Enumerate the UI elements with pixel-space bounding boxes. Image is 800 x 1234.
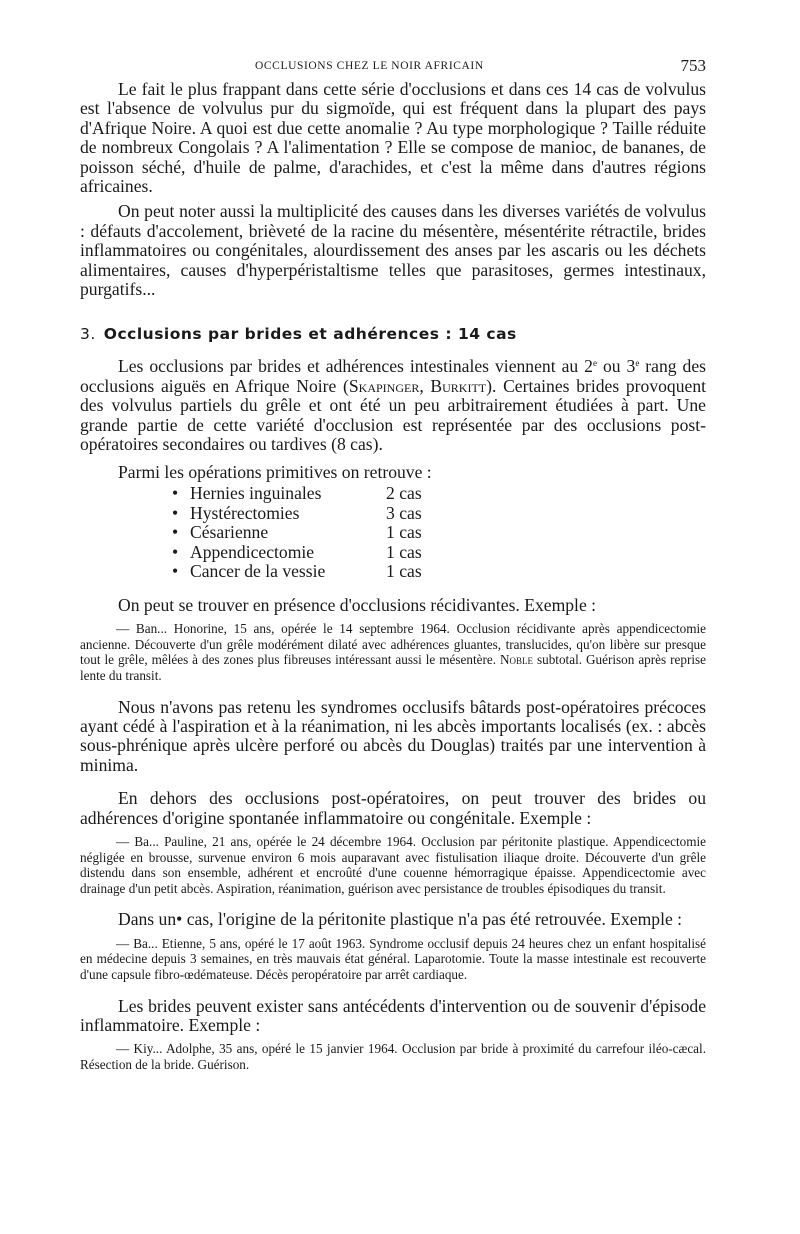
bullet-icon: • xyxy=(172,482,179,503)
paragraph-volvulus-causes: On peut noter aussi la multiplicité des causes dans les diverses variétés de volvulus : défauts d'accolement, brièveté de la racine du mésentère, mésentérite rétractile, brides inflammatoires ou congénitales, alourdissement des anses par les ascaris ou les déchets alimentaires, causes d'hyperpéristaltisme telles que parasitoses, germes intestinaux, purgatifs... xyxy=(80,201,706,300)
paragraph-spontaneous-brides: En dehors des occlusions post-opératoires, on peut trouver des brides ou adhérences d'origine spontanée inflammatoire ou congénitale. Exemple : xyxy=(80,788,706,828)
section-heading xyxy=(80,325,706,343)
bullet-icon: • xyxy=(172,522,179,543)
case-report-adolphe: — Kiy... Adolphe, 35 ans, opéré le 15 janvier 1964. Occlusion par bride à proximité du carrefour iléo-cæcal. Résection de la bride. Guérison. xyxy=(80,1041,706,1073)
author-burkitt: Burkitt xyxy=(430,375,487,396)
section-number: 3. xyxy=(80,325,96,344)
bullet-icon: • xyxy=(172,502,179,523)
running-title: OCCLUSIONS CHEZ LE NOIR AFRICAIN xyxy=(255,60,484,72)
list-item: • Cancer de la vessie 1 cas xyxy=(172,561,422,582)
page-header xyxy=(80,52,706,80)
paragraph-sigmoid-anomaly: Le fait le plus frappant dans cette série d'occlusions et dans ces 14 cas de volvulus est l'absence de volvulus pur du sigmoïde, qui est fréquent dans la plupart des pays d'Afrique Noire. A quoi est due cette anomalie ? Au type morphologique ? Taille réduite de nombreux Congolais ? A l'alimentation ? Elle se compose de manioc, de bananes, de poisson séché, d'huile de palme, d'arachides, et c'est la même dans d'autres régions africaines. xyxy=(80,79,706,197)
paragraph-unknown-origin: Dans un• cas, l'origine de la péritonite plastique n'a pas été retrouvée. Exemple : xyxy=(118,909,683,930)
case-report-honorine: — Ban... Honorine, 15 ans, opérée le 14 septembre 1964. Occlusion récidivante après appendicectomie ancienne. Découverte d'un grêle modérément dilaté avec adhérences gluantes, translucides, qu'on libère sur presque tout le grêle, mêlées à des zones plus fibreuses intéressant aussi le mésentère. Noble subtotal. Guérison après reprise lente du transit. xyxy=(80,621,706,684)
bullet-icon: • xyxy=(172,561,179,582)
author-skapinger: Skapinger xyxy=(348,375,420,396)
case-report-pauline: — Ba... Pauline, 21 ans, opérée le 24 décembre 1964. Occlusion par péritonite plastique. Appendicectomie négligée en brousse, survenue environ 6 mois auparavant avec fistulisation iliaque droite. Découverte d'un grêle distendu dans son ensemble, adhérent et encroûté d'une couenne hémorragique épaisse. Appendicectomie avec drainage d'un petit abcès. Aspiration, réanimation, guérison avec persistance de troubles épisodiques du transit. xyxy=(80,834,706,896)
paragraph-recurrent: On peut se trouver en présence d'occlusions récidivantes. Exemple : xyxy=(118,594,597,615)
section-title: Occlusions par brides et adhérences : 14 cas xyxy=(103,325,517,344)
list-item: • Césarienne 1 cas xyxy=(172,522,422,543)
page-number: 753 xyxy=(680,56,706,75)
operations-intro: Parmi les opérations primitives on retrouve : xyxy=(118,461,432,482)
list-item: • Appendicectomie 1 cas xyxy=(172,541,422,562)
operations-list xyxy=(80,484,706,582)
list-item: • Hernies inguinales 2 cas xyxy=(172,482,422,503)
list-item: • Hystérectomies 3 cas xyxy=(172,502,422,523)
bullet-icon: • xyxy=(172,541,179,562)
case-report-etienne: — Ba... Etienne, 5 ans, opéré le 17 août 1963. Syndrome occlusif depuis 24 heures chez un enfant hospitalisé en médecine depuis 3 semaines, en très mauvais état général. Laparotomie. Toute la masse intestinale est recouverte d'une capsule fibro-œdémateuse. Décès peropératoire par arrêt cardiaque. xyxy=(80,935,706,983)
paragraph-no-antecedents: Les brides peuvent exister sans antécédents d'intervention ou de souvenir d'épisode inflammatoire. Exemple : xyxy=(80,995,706,1036)
paragraph-brides-intro: Les occlusions par brides et adhérences intestinales viennent au 2e ou 3e rang des occlusions aiguës en Afrique Noire (Skapinger, Burkitt). Certaines brides provoquent des volvulus partiels du grêle et ont été un peu arbitrairement étudiées à part. Une grande partie de cette variété d'occlusion est représentée par des occlusions post-opératoires secondaires ou tardives (8 cas). xyxy=(80,356,707,455)
journal-page xyxy=(80,52,706,1073)
paragraph-excluded-syndromes: Nous n'avons pas retenu les syndromes occlusifs bâtards post-opératoires précoces ayant cédé à l'aspiration et à la réanimation, ni les abcès importants localisés (ex. : abcès sous-phrénique après ulcère perforé ou abcès du Douglas) traités par une intervention à minima. xyxy=(80,696,706,775)
